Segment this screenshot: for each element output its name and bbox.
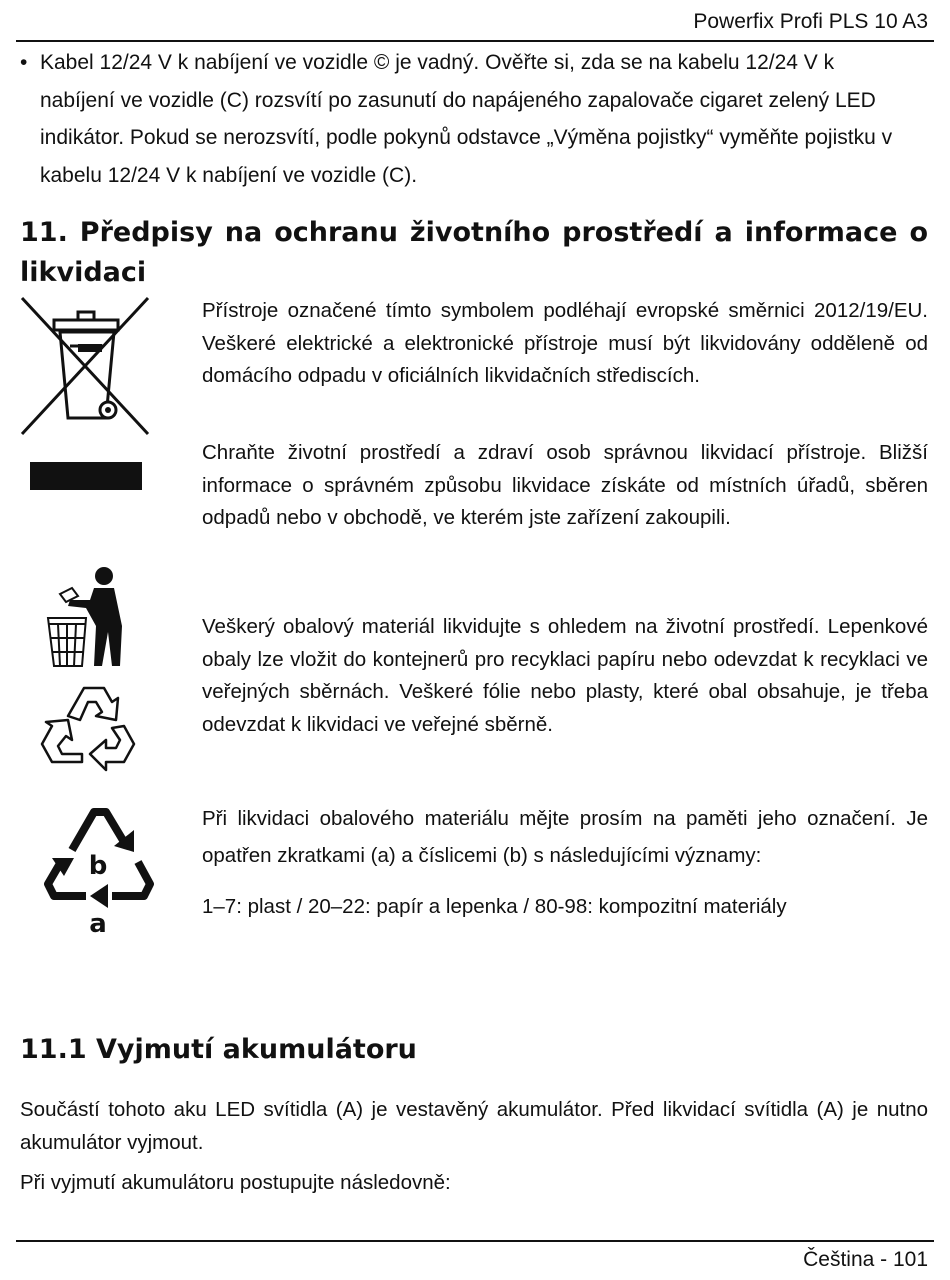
weee-paragraph-2: Chraňte životní prostředí a zdraví osob správnou likvidací přístroje. Bližší informace o správném způsobu likvidace získáte od místních úřadů, sběren odpadů nebo v obchodě, ve kterém jste zařízení zakoupili.: [202, 441, 928, 529]
section-heading-11-1: 11.1 Vyjmutí akumulátoru: [20, 1034, 417, 1065]
recycle-arrows-icon: [38, 680, 138, 774]
material-codes: 1–7: plast / 20–22: papír a lepenka / 80-98: kompozitní materiály: [202, 895, 787, 918]
icon-label-b: b: [88, 851, 108, 881]
battery-paragraph-2: Při vyjmutí akumulátoru postupujte následovně:: [20, 1171, 451, 1194]
running-header: Powerfix Profi PLS 10 A3: [693, 10, 928, 33]
recycling-code-triangle-icon: [42, 800, 158, 938]
bullet-text: Kabel 12/24 V k nabíjení ve vozidle © je vadný. Ověřte si, zda se na kabelu 12/24 V k nabíjení ve vozidle (C) rozsvítí po zasunutí do napájeného zapalovače cigaret zelený LED indikátor. Pokud se nerozsvítí, podle pokynů odstavce „Výměna pojistky“ vyměňte pojistku v kabelu 12/24 V k nabíjení ve vozidle (C).: [40, 51, 893, 187]
packaging-paragraph: Veškerý obalový materiál likvidujte s ohledem na životní prostředí. Lepenkové obaly lze vložit do kontejnerů pro recyklaci papíru nebo odevzdat k recyklaci ve veřejných sběrnách. Veškeré fólie nebo plasty, které obal obsahuje, je třeba odevzdat k likvidaci ve veřejné sběrně.: [202, 615, 928, 736]
icon-label-a: a: [89, 909, 107, 938]
footer-rule: [16, 1240, 934, 1242]
bullet-dot: •: [20, 51, 28, 74]
weee-crossed-bin-icon: [20, 294, 154, 494]
battery-paragraph-1: Součástí tohoto aku LED svítidla (A) je vestavěný akumulátor. Před likvidací svítidla (A) je nutno akumulátor vyjmout.: [20, 1098, 928, 1154]
weee-paragraph-1: Přístroje označené tímto symbolem podléhají evropské směrnici 2012/19/EU. Veškeré elektrické a elektronické přístroje musí být likvidovány odděleně od domácího odpadu v oficiálních likvidačních střediscích.: [202, 299, 928, 387]
tidyman-bin-icon: [44, 566, 134, 670]
section-heading-11: 11. Předpisy na ochranu životního prostředí a informace o likvidaci: [20, 217, 928, 288]
header-rule: [16, 40, 934, 42]
page-footer: Čeština - 101: [803, 1248, 928, 1271]
bullet-item: [20, 44, 910, 194]
marking-paragraph: Při likvidaci obalového materiálu mějte prosím na paměti jeho označení. Je opatřen zkratkami (a) a číslicemi (b) s následujícími významy:: [202, 807, 928, 867]
